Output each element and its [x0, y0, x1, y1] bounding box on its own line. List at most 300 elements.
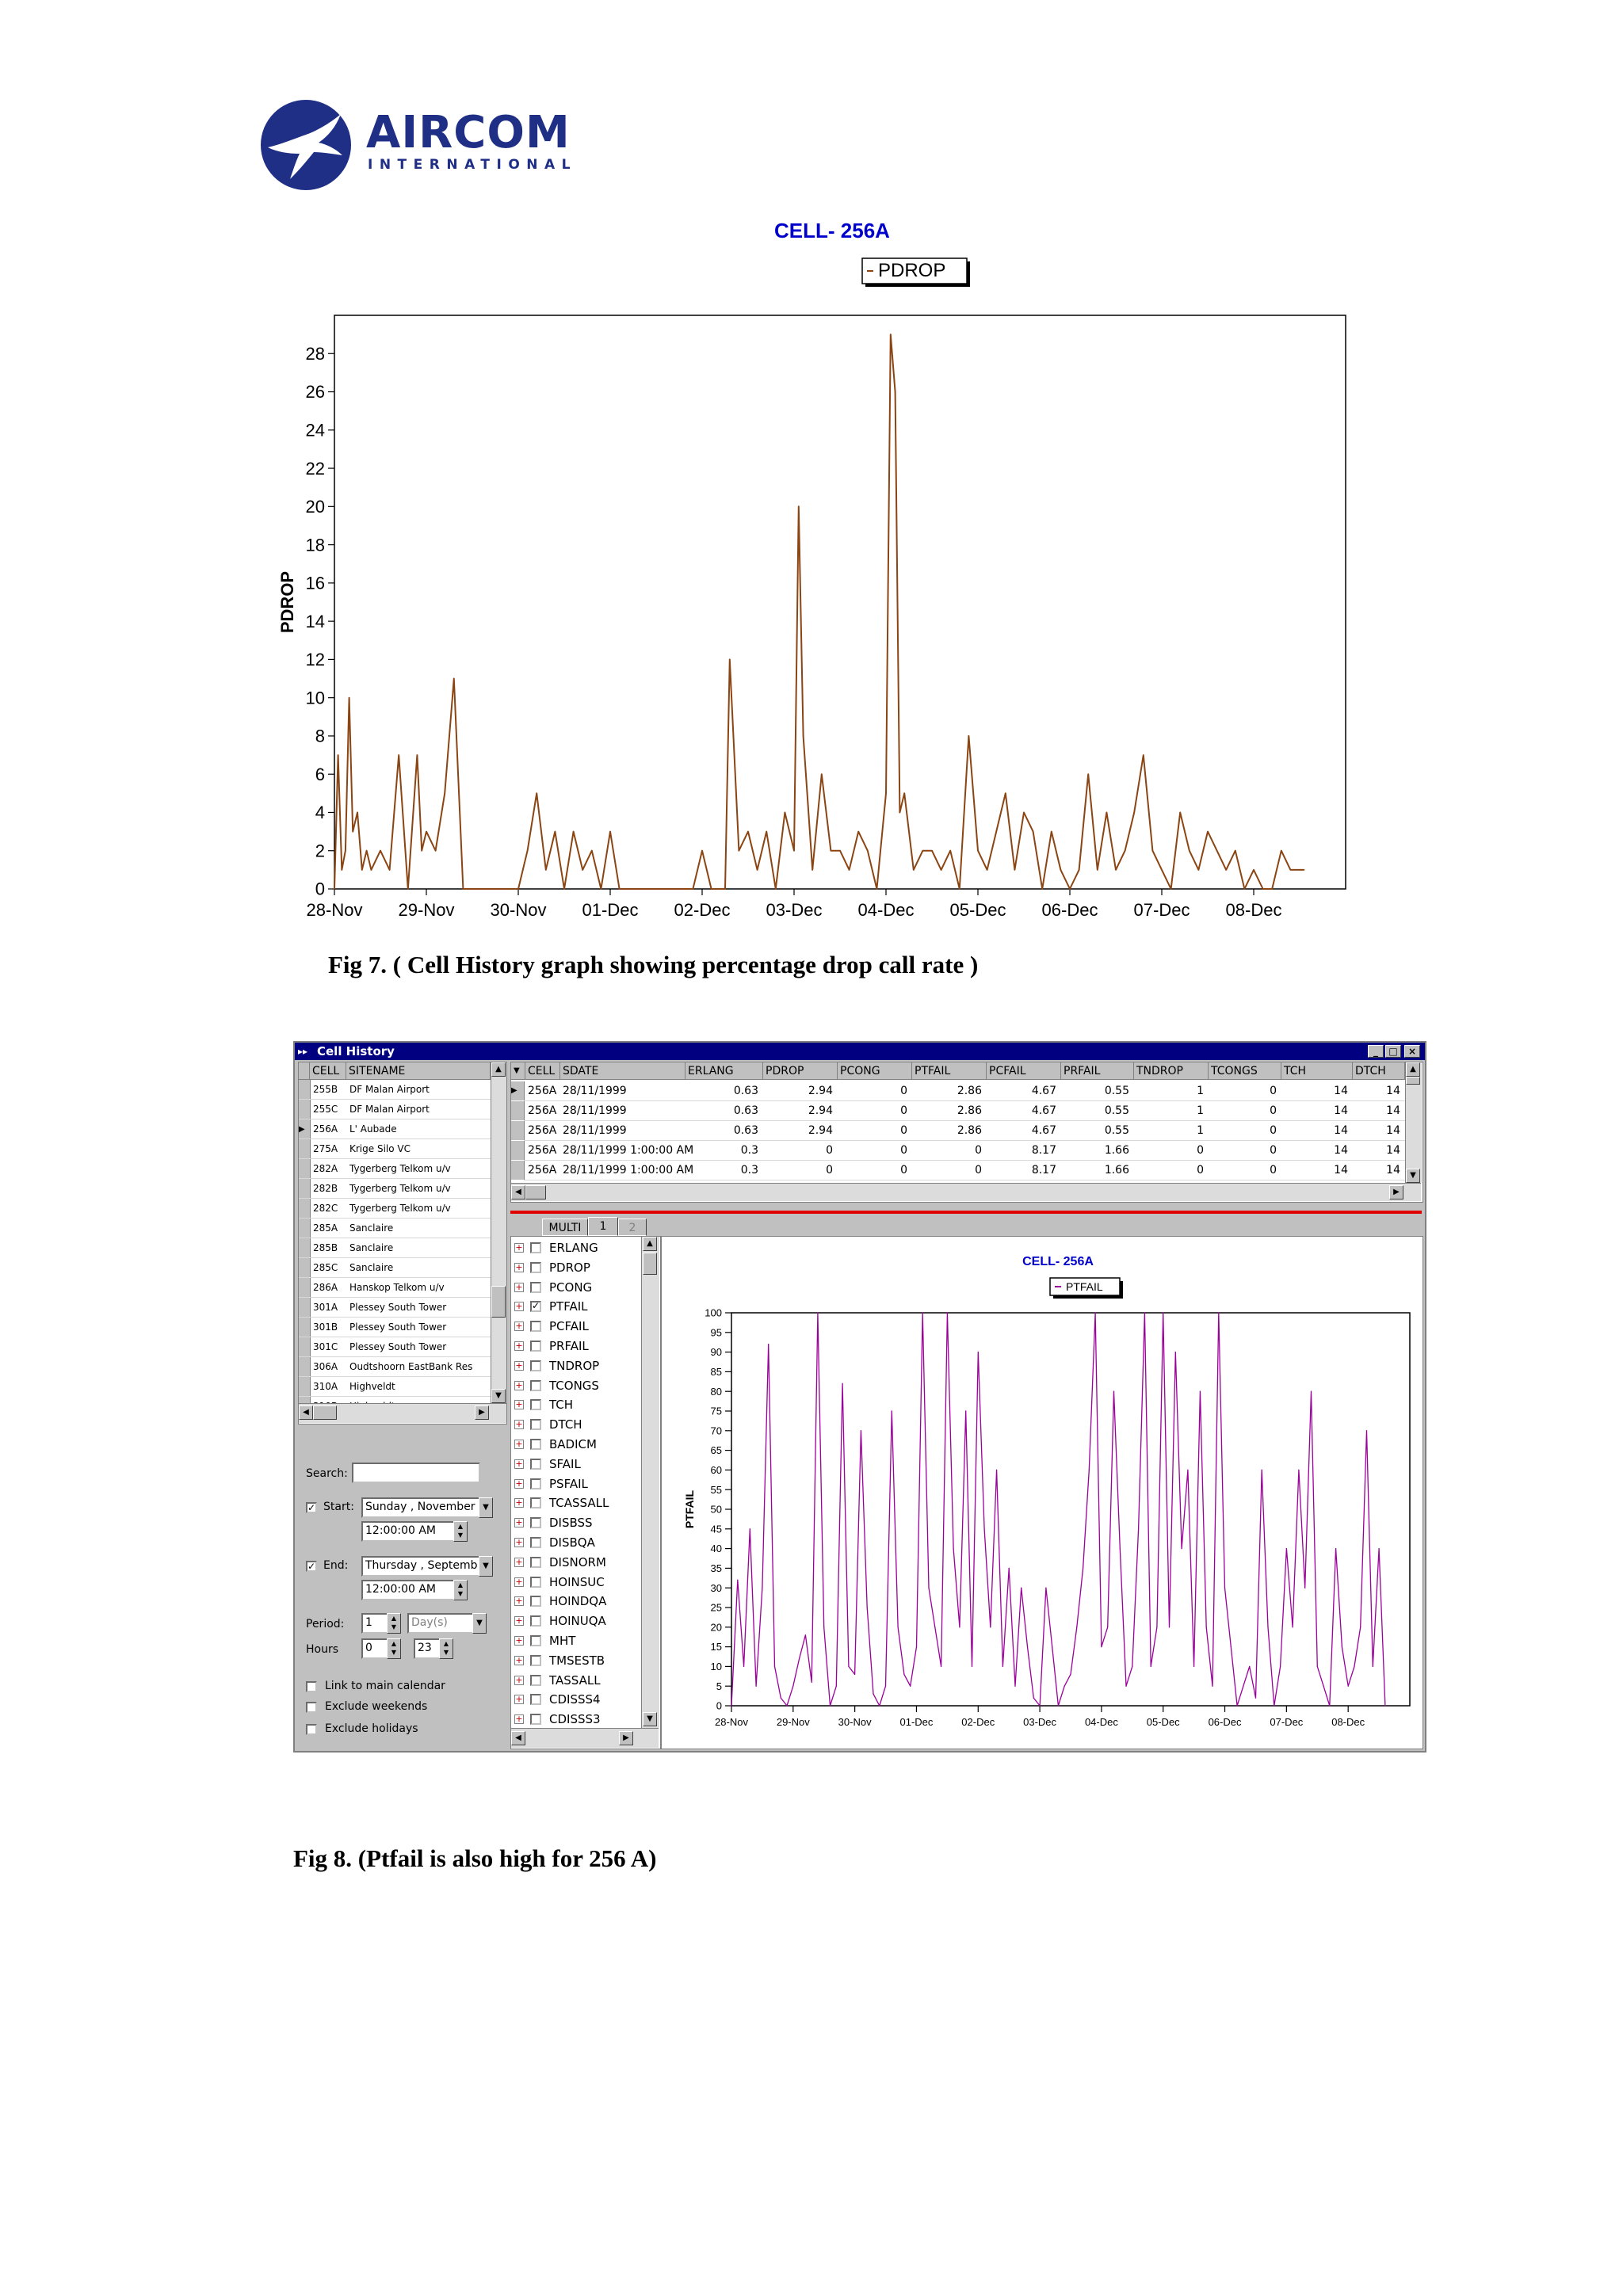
param-checkbox[interactable] — [530, 1497, 541, 1508]
param-checkbox[interactable] — [530, 1577, 541, 1588]
param-item-tcongs[interactable] — [511, 1376, 641, 1396]
title-bar[interactable] — [295, 1043, 1425, 1060]
data-point — [922, 850, 923, 851]
expand-icon[interactable]: + — [515, 1517, 523, 1528]
data-cell-cell[interactable]: 256A — [528, 1164, 557, 1177]
data-point — [1224, 1588, 1225, 1589]
site-row[interactable] — [299, 1179, 506, 1199]
expand-icon[interactable]: + — [515, 1458, 523, 1469]
x-tick-label: 01-Dec — [582, 900, 639, 920]
start-date-dropdown-icon[interactable]: ▼ — [479, 1497, 493, 1518]
expand-icon[interactable]: + — [515, 1439, 523, 1449]
expand-icon[interactable]: + — [515, 1576, 523, 1587]
site-name: Plessey South Tower — [349, 1322, 447, 1333]
data-cell-dtch[interactable]: 14 — [1386, 1104, 1400, 1117]
data-cell-tcongs[interactable]: 0 — [1270, 1085, 1277, 1097]
expand-icon[interactable]: + — [515, 1654, 523, 1665]
scroll-down-icon[interactable]: ▼ — [643, 1712, 657, 1726]
site-row[interactable] — [299, 1278, 506, 1298]
grid-corner[interactable]: ▼ — [511, 1062, 525, 1080]
param-checkbox[interactable] — [530, 1341, 541, 1352]
data-cell-ptfail[interactable]: 2.86 — [957, 1124, 982, 1137]
site-row[interactable] — [299, 1199, 506, 1219]
scroll-right-icon[interactable]: ▶ — [1389, 1185, 1403, 1199]
data-cell-tndrop[interactable]: 0 — [1197, 1164, 1204, 1177]
data-cell-tcongs[interactable]: 0 — [1270, 1124, 1277, 1137]
data-point — [1366, 1430, 1367, 1431]
expand-icon[interactable]: + — [515, 1674, 523, 1685]
data-point — [1170, 888, 1171, 889]
param-item-tndrop[interactable] — [511, 1356, 641, 1376]
param-checkbox[interactable] — [530, 1714, 541, 1725]
data-cell-pdrop[interactable]: 0 — [826, 1164, 833, 1177]
param-item-hoindqa[interactable] — [511, 1592, 641, 1611]
param-item-disbss[interactable] — [511, 1513, 641, 1533]
data-cell-cell[interactable]: 256A — [528, 1085, 557, 1097]
data-cell-pcfail[interactable]: 4.67 — [1031, 1085, 1056, 1097]
expand-icon[interactable]: + — [515, 1556, 523, 1567]
site-name: Sanclaire — [349, 1262, 394, 1273]
param-checkbox[interactable] — [530, 1419, 541, 1430]
expand-icon[interactable]: + — [515, 1694, 523, 1705]
data-point — [1033, 1698, 1034, 1699]
data-cell-sdate[interactable]: 28/11/1999 — [563, 1104, 627, 1117]
param-item-cdisss4[interactable] — [511, 1690, 641, 1710]
param-label: MHT — [549, 1634, 576, 1648]
hscroll-thumb[interactable] — [525, 1185, 546, 1199]
data-cell-dtch[interactable]: 14 — [1386, 1164, 1400, 1177]
param-checkbox[interactable] — [530, 1399, 541, 1410]
expand-icon[interactable]: + — [515, 1615, 523, 1627]
param-checkbox[interactable] — [530, 1262, 541, 1273]
parameter-list — [510, 1236, 661, 1749]
param-item-tch[interactable] — [511, 1395, 641, 1415]
data-point — [1262, 888, 1263, 889]
scroll-right-icon[interactable]: ▶ — [619, 1731, 633, 1745]
param-item-disnorm[interactable] — [511, 1553, 641, 1573]
start-date-select[interactable]: Sunday , November — [361, 1497, 480, 1518]
expand-icon[interactable]: + — [515, 1399, 523, 1410]
hours-from-input[interactable]: 0 — [361, 1638, 388, 1659]
data-cell-pcfail[interactable]: 8.17 — [1031, 1164, 1056, 1177]
param-checkbox[interactable] — [530, 1360, 541, 1371]
expand-icon[interactable]: + — [515, 1714, 523, 1725]
end-time-input[interactable]: 12:00:00 AM — [361, 1580, 455, 1600]
data-cell-dtch[interactable]: 14 — [1386, 1144, 1400, 1157]
param-item-hoinsuc[interactable] — [511, 1573, 641, 1592]
expand-icon[interactable]: + — [515, 1242, 523, 1253]
col-header-dtch[interactable]: DTCH — [1353, 1062, 1405, 1080]
data-point — [950, 850, 951, 851]
expand-icon[interactable]: + — [515, 1596, 523, 1607]
data-cell-prfail[interactable]: 0.55 — [1104, 1085, 1129, 1097]
y-tick-label: 6 — [315, 764, 325, 784]
expand-icon[interactable]: + — [515, 1379, 523, 1390]
data-point — [830, 1705, 831, 1706]
data-point — [858, 831, 859, 832]
data-cell-ptfail[interactable]: 0 — [975, 1144, 982, 1157]
site-row[interactable] — [299, 1219, 506, 1238]
tab-multi[interactable]: MULTI — [542, 1219, 588, 1236]
data-cell-pcfail[interactable]: 4.67 — [1031, 1104, 1056, 1117]
param-item-pcong[interactable] — [511, 1278, 641, 1298]
site-row[interactable] — [299, 1080, 506, 1100]
site-row[interactable] — [299, 1159, 506, 1179]
data-cell-dtch[interactable]: 14 — [1386, 1085, 1400, 1097]
site-row[interactable] — [299, 1238, 506, 1258]
row-indicator: ▶ — [299, 1119, 311, 1138]
data-grid-vscroll[interactable] — [1405, 1062, 1422, 1183]
data-cell-tcongs[interactable]: 0 — [1270, 1164, 1277, 1177]
splitter-bar[interactable] — [510, 1211, 1422, 1214]
site-row[interactable] — [299, 1318, 506, 1337]
scroll-right-icon[interactable]: ▶ — [475, 1405, 489, 1420]
site-row[interactable] — [299, 1357, 506, 1377]
param-item-badicm[interactable] — [511, 1435, 641, 1455]
data-point — [903, 1674, 904, 1675]
param-item-pdrop[interactable] — [511, 1258, 641, 1278]
data-cell-pdrop[interactable]: 2.94 — [808, 1104, 833, 1117]
param-checkbox[interactable] — [530, 1517, 541, 1528]
param-hscroll[interactable] — [511, 1728, 659, 1748]
param-checkbox[interactable] — [530, 1478, 541, 1489]
data-point — [1120, 1548, 1121, 1549]
tab-2[interactable]: 2 — [618, 1219, 647, 1236]
col-header-cell[interactable]: CELL — [525, 1062, 560, 1080]
data-cell-prfail[interactable]: 1.66 — [1104, 1164, 1129, 1177]
scroll-thumb[interactable] — [643, 1253, 657, 1275]
data-cell-pdrop[interactable]: 2.94 — [808, 1124, 833, 1137]
site-cell-id: 282A — [313, 1163, 338, 1174]
site-row[interactable] — [299, 1377, 506, 1397]
param-label: HOINSUC — [549, 1574, 605, 1589]
data-cell-tcongs[interactable]: 0 — [1270, 1104, 1277, 1117]
data-point — [1216, 850, 1217, 851]
row-indicator — [299, 1199, 311, 1218]
data-point — [821, 774, 822, 775]
param-checkbox[interactable] — [530, 1439, 541, 1450]
y-tick-label: 100 — [705, 1306, 722, 1319]
param-item-hoinuqa[interactable] — [511, 1611, 641, 1631]
hours-from-spinner[interactable]: ▲ ▼ — [387, 1638, 401, 1659]
exclude-holidays-checkbox[interactable] — [306, 1724, 317, 1735]
col-header-sitename[interactable]: SITENAME — [346, 1062, 491, 1080]
expand-icon[interactable]: + — [515, 1341, 523, 1351]
data-cell-tndrop[interactable]: 1 — [1197, 1085, 1204, 1097]
y-tick-label: 10 — [710, 1660, 722, 1672]
param-vscroll[interactable] — [641, 1237, 659, 1728]
param-item-pcfail[interactable] — [511, 1317, 641, 1337]
param-label: TCASSALL — [549, 1496, 609, 1511]
param-checkbox[interactable] — [530, 1459, 541, 1470]
param-checkbox[interactable] — [530, 1242, 541, 1253]
data-point — [876, 888, 877, 889]
end-date-select[interactable]: Thursday , Septemb — [361, 1556, 480, 1577]
site-cell-id: 301C — [313, 1341, 338, 1352]
y-tick-label: 40 — [710, 1543, 722, 1555]
data-cell-sdate[interactable]: 28/11/1999 1:00:00 AM — [563, 1164, 694, 1177]
data-point — [885, 793, 886, 794]
y-tick-label: 24 — [305, 420, 325, 441]
site-cell-id: 285B — [313, 1242, 338, 1253]
site-row[interactable] — [299, 1139, 506, 1159]
data-point — [747, 831, 748, 832]
param-item-prfail[interactable] — [511, 1337, 641, 1356]
chart-title: CELL- 256A — [1022, 1255, 1094, 1268]
param-item-ptfail[interactable] — [511, 1297, 641, 1317]
expand-icon[interactable]: + — [515, 1301, 523, 1312]
site-row[interactable] — [299, 1258, 506, 1278]
data-point — [977, 850, 978, 851]
col-header-cell[interactable]: CELL — [310, 1062, 346, 1080]
start-time-input[interactable]: 12:00:00 AM — [361, 1521, 455, 1542]
data-cell-pcong[interactable]: 0 — [900, 1085, 907, 1097]
search-input[interactable] — [352, 1463, 480, 1483]
data-cell-pdrop[interactable]: 2.94 — [808, 1085, 833, 1097]
close-button[interactable]: × — [1404, 1045, 1420, 1058]
expand-icon[interactable]: + — [515, 1360, 523, 1371]
param-label: HOINDQA — [549, 1594, 607, 1609]
end-time-spinner[interactable]: ▲ ▼ — [453, 1580, 468, 1600]
data-cell-pcong[interactable]: 0 — [900, 1104, 907, 1117]
data-cell-pdrop[interactable]: 0 — [826, 1144, 833, 1157]
row-indicator — [299, 1159, 311, 1178]
data-cell-tndrop[interactable]: 0 — [1197, 1144, 1204, 1157]
data-cell-tndrop[interactable]: 1 — [1197, 1124, 1204, 1137]
exclude-weekends-checkbox[interactable] — [306, 1702, 317, 1713]
param-item-cdisss3[interactable] — [511, 1710, 641, 1730]
hscroll-thumb[interactable] — [313, 1405, 337, 1420]
x-tick-label: 30-Nov — [838, 1716, 872, 1728]
data-cell-erlang[interactable]: 0.63 — [733, 1085, 758, 1097]
data-cell-prfail[interactable]: 1.66 — [1104, 1144, 1129, 1157]
col-header-prfail[interactable]: PRFAIL — [1061, 1062, 1134, 1080]
data-cell-cell[interactable]: 256A — [528, 1104, 557, 1117]
param-item-sfail[interactable] — [511, 1455, 641, 1474]
data-cell-pcong[interactable]: 0 — [900, 1144, 907, 1157]
y-tick-label: 15 — [710, 1641, 722, 1653]
scroll-up-icon[interactable]: ▲ — [643, 1237, 657, 1251]
param-item-psfail[interactable] — [511, 1474, 641, 1494]
data-cell-ptfail[interactable]: 2.86 — [957, 1085, 982, 1097]
data-point — [545, 869, 546, 870]
period-unit-select[interactable]: Day(s) — [407, 1613, 474, 1634]
maximize-button[interactable]: □ — [1385, 1045, 1401, 1058]
expand-icon[interactable]: + — [515, 1261, 523, 1272]
param-checkbox[interactable] — [530, 1537, 541, 1548]
param-item-tcassall[interactable] — [511, 1493, 641, 1513]
param-checkbox[interactable] — [530, 1615, 541, 1627]
data-point — [1253, 869, 1254, 870]
scroll-down-icon[interactable]: ▼ — [491, 1389, 506, 1403]
site-row[interactable] — [299, 1337, 506, 1357]
col-header-pcong[interactable]: PCONG — [838, 1062, 912, 1080]
expand-icon[interactable]: + — [515, 1321, 523, 1332]
col-header-pdrop[interactable]: PDROP — [763, 1062, 838, 1080]
data-point — [1115, 869, 1116, 870]
param-checkbox[interactable] — [530, 1380, 541, 1391]
site-name: Tygerberg Telkom u/v — [349, 1203, 451, 1214]
site-row[interactable] — [299, 1298, 506, 1318]
data-cell-sdate[interactable]: 28/11/1999 1:00:00 AM — [563, 1144, 694, 1157]
param-item-disbqa[interactable] — [511, 1533, 641, 1553]
param-label: PDROP — [549, 1260, 590, 1275]
row-indicator — [511, 1121, 525, 1140]
data-point — [1060, 869, 1061, 870]
data-point — [1009, 1568, 1010, 1569]
data-cell-prfail[interactable]: 0.55 — [1104, 1124, 1129, 1137]
param-checkbox[interactable] — [530, 1596, 541, 1607]
expand-icon[interactable]: + — [515, 1281, 523, 1292]
scroll-up-icon[interactable]: ▲ — [491, 1062, 506, 1077]
data-point — [1290, 869, 1291, 870]
data-cell-pcong[interactable]: 0 — [900, 1164, 907, 1177]
data-cell-tch[interactable]: 14 — [1334, 1085, 1348, 1097]
period-spinner[interactable]: ▲ ▼ — [387, 1613, 401, 1634]
data-point — [996, 831, 997, 832]
param-label: DISBSS — [549, 1516, 593, 1531]
link-calendar-checkbox[interactable] — [306, 1681, 317, 1692]
x-tick-label: 07-Dec — [1133, 900, 1190, 920]
hours-to-spinner[interactable]: ▲ ▼ — [439, 1638, 453, 1659]
x-tick-label: 06-Dec — [1208, 1716, 1242, 1728]
expand-icon[interactable]: + — [515, 1537, 523, 1547]
data-cell-tndrop[interactable]: 1 — [1197, 1104, 1204, 1117]
link-calendar-label: Link to main calendar — [325, 1680, 445, 1692]
expand-icon[interactable]: + — [515, 1419, 523, 1430]
logo-wordmark: AIRCOM — [366, 107, 571, 158]
data-cell-tch[interactable]: 14 — [1334, 1124, 1348, 1137]
scroll-up-icon[interactable]: ▲ — [1406, 1062, 1420, 1077]
data-cell-tch[interactable]: 14 — [1334, 1104, 1348, 1117]
minimize-button[interactable]: _ — [1368, 1045, 1384, 1058]
param-item-tassall[interactable] — [511, 1671, 641, 1691]
col-header-tcongs[interactable]: TCONGS — [1209, 1062, 1281, 1080]
data-cell-ptfail[interactable]: 0 — [975, 1164, 982, 1177]
x-tick-label: 08-Dec — [1331, 1716, 1365, 1728]
start-checkbox[interactable]: ✓ — [307, 1502, 316, 1513]
param-item-erlang[interactable] — [511, 1238, 641, 1258]
param-checkbox[interactable] — [530, 1557, 541, 1568]
scroll-left-icon[interactable]: ◀ — [511, 1731, 525, 1745]
data-point — [1097, 869, 1098, 870]
data-cell-tcongs[interactable]: 0 — [1270, 1144, 1277, 1157]
y-tick-label: 18 — [305, 535, 325, 555]
data-point — [637, 888, 638, 889]
data-cell-erlang[interactable]: 0.63 — [733, 1104, 758, 1117]
x-tick-label: 03-Dec — [1023, 1716, 1057, 1728]
fig8-ptfail-chart — [661, 1236, 1423, 1749]
end-checkbox[interactable]: ✓ — [307, 1561, 316, 1572]
chart-title: CELL- 256A — [774, 219, 890, 242]
param-checkbox[interactable] — [530, 1635, 541, 1646]
site-grid-vscroll[interactable] — [491, 1062, 507, 1403]
scroll-down-icon[interactable]: ▼ — [1406, 1169, 1420, 1183]
param-checkbox[interactable] — [530, 1321, 541, 1332]
param-checkbox[interactable] — [530, 1694, 541, 1705]
tab-1[interactable]: 1 — [588, 1217, 618, 1236]
param-checkbox[interactable] — [530, 1675, 541, 1686]
expand-icon[interactable]: + — [515, 1478, 523, 1489]
y-tick-label: 14 — [305, 611, 325, 631]
start-time-spinner[interactable]: ▲ ▼ — [453, 1521, 468, 1542]
data-point — [1005, 793, 1006, 794]
data-cell-cell[interactable]: 256A — [528, 1144, 557, 1157]
row-indicator — [299, 1337, 311, 1356]
site-row[interactable] — [299, 1100, 506, 1119]
scroll-thumb[interactable] — [491, 1286, 506, 1318]
param-item-tmsestb[interactable] — [511, 1651, 641, 1671]
data-cell-ptfail[interactable]: 2.86 — [957, 1104, 982, 1117]
period-input[interactable]: 1 — [361, 1613, 388, 1634]
site-row[interactable] — [299, 1119, 506, 1139]
data-point — [417, 755, 418, 756]
data-point — [1021, 1588, 1022, 1589]
data-point — [389, 869, 390, 870]
col-header-tch[interactable]: TCH — [1281, 1062, 1353, 1080]
expand-icon[interactable]: + — [515, 1635, 523, 1646]
data-point — [527, 850, 528, 851]
data-cell-dtch[interactable]: 14 — [1386, 1124, 1400, 1137]
data-point — [968, 735, 969, 736]
data-cell-tch[interactable]: 14 — [1334, 1144, 1348, 1157]
exclude-holidays-label: Exclude holidays — [325, 1722, 418, 1735]
data-grid-hscroll[interactable] — [511, 1183, 1421, 1201]
data-cell-prfail[interactable]: 0.55 — [1104, 1104, 1129, 1117]
param-label: DISNORM — [549, 1554, 606, 1569]
col-header-tndrop[interactable]: TNDROP — [1134, 1062, 1209, 1080]
param-checkbox[interactable]: ✓ — [532, 1300, 540, 1312]
col-header-erlang[interactable]: ERLANG — [685, 1062, 763, 1080]
data-point — [1218, 1312, 1219, 1313]
y-tick-label: 28 — [305, 343, 325, 364]
data-point — [1095, 1312, 1096, 1313]
expand-icon[interactable]: + — [515, 1497, 523, 1508]
param-checkbox[interactable] — [530, 1655, 541, 1666]
scroll-left-icon[interactable]: ◀ — [511, 1185, 525, 1199]
scroll-thumb[interactable] — [1406, 1077, 1420, 1085]
data-point — [910, 1686, 911, 1687]
data-cell-sdate[interactable]: 28/11/1999 — [563, 1124, 627, 1137]
data-cell-sdate[interactable]: 28/11/1999 — [563, 1085, 627, 1097]
param-checkbox[interactable] — [530, 1282, 541, 1293]
data-point — [775, 888, 776, 889]
data-cell-pcong[interactable]: 0 — [900, 1124, 907, 1137]
data-point — [890, 334, 891, 335]
col-header-pcfail[interactable]: PCFAIL — [987, 1062, 1061, 1080]
site-grid-hscroll[interactable] — [299, 1403, 506, 1423]
data-cell-pcfail[interactable]: 8.17 — [1031, 1144, 1056, 1157]
scroll-left-icon[interactable]: ◀ — [299, 1405, 313, 1420]
data-cell-erlang[interactable]: 0.3 — [740, 1144, 758, 1157]
data-point — [916, 1646, 917, 1647]
data-cell-pcfail[interactable]: 4.67 — [1031, 1124, 1056, 1137]
data-cell-erlang[interactable]: 0.3 — [740, 1164, 758, 1177]
hours-to-input[interactable]: 23 — [414, 1638, 441, 1659]
col-header-ptfail[interactable]: PTFAIL — [912, 1062, 987, 1080]
col-header-sdate[interactable]: SDATE — [560, 1062, 685, 1080]
data-cell-tch[interactable]: 14 — [1334, 1164, 1348, 1177]
data-point — [1045, 1588, 1046, 1589]
site-cell-id: 301A — [313, 1302, 338, 1313]
param-item-dtch[interactable] — [511, 1415, 641, 1435]
data-cell-erlang[interactable]: 0.63 — [733, 1124, 758, 1137]
param-item-mht[interactable] — [511, 1631, 641, 1651]
data-point — [1143, 755, 1144, 756]
end-date-dropdown-icon[interactable]: ▼ — [479, 1556, 493, 1577]
period-unit-dropdown-icon[interactable]: ▼ — [472, 1613, 487, 1634]
data-cell-cell[interactable]: 256A — [528, 1124, 557, 1137]
